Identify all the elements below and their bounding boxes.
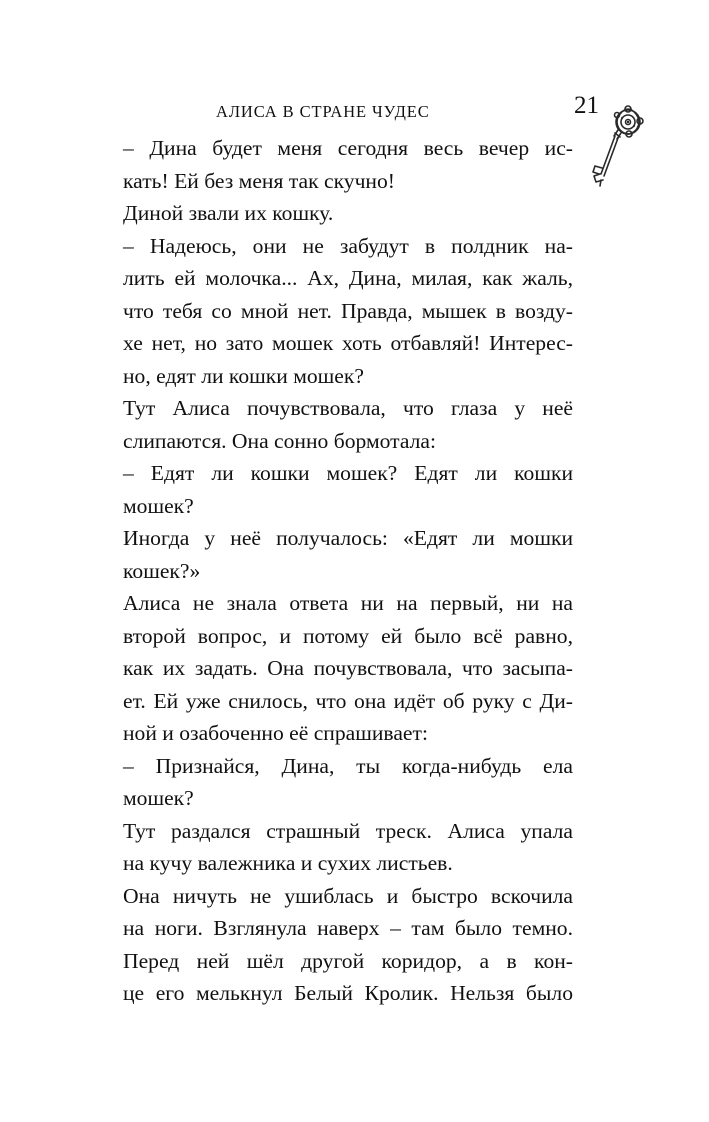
text-line: кошек?» bbox=[123, 558, 201, 583]
page-number: 21 bbox=[574, 92, 599, 119]
text-line: второй вопрос, и потому ей было всё равно, bbox=[123, 623, 573, 648]
running-title: АЛИСА В СТРАНЕ ЧУДЕС bbox=[216, 102, 430, 121]
text-line: Алиса не знала ответа ни на первый, ни на bbox=[123, 591, 573, 615]
text-line: что тебя со мной нет. Правда, мышек в возду- bbox=[123, 298, 573, 323]
text-line: це его мелькнул Белый Кролик. Нельзя было bbox=[123, 981, 573, 1005]
text-line: Диной звали их кошку. bbox=[123, 201, 334, 225]
text-line: Она ничуть не ушиблась и быстро вскочила bbox=[123, 883, 573, 908]
text-line: лить ей молочка... Ах, Дина, милая, как жаль, bbox=[123, 266, 573, 290]
text-line: мошек? bbox=[123, 493, 194, 518]
text-line: хе нет, но зато мошек хоть отбавляй! Интерес- bbox=[123, 331, 573, 355]
text-line: мошек? bbox=[123, 786, 194, 810]
text-line: – Признайся, Дина, ты когда-нибудь ела bbox=[123, 753, 573, 778]
text-line: слипаются. Она сонно бормотала: bbox=[123, 428, 437, 453]
body-text bbox=[123, 132, 573, 1010]
text-line: кать! Ей без меня так скучно! bbox=[123, 168, 395, 193]
text-line: – Едят ли кошки мошек? Едят ли кошки bbox=[123, 461, 573, 485]
text-line: ной и озабоченно её спрашивает: bbox=[123, 721, 428, 745]
text-line: но, едят ли кошки мошек? bbox=[123, 363, 364, 388]
text-line: Иногда у неё получалось: «Едят ли мошки bbox=[123, 526, 573, 550]
text-line: на ноги. Взглянула наверх – там было темно. bbox=[123, 916, 573, 940]
text-line: Тут раздался страшный треск. Алиса упала bbox=[123, 818, 573, 843]
key-icon bbox=[590, 100, 646, 192]
text-line: Тут Алиса почувствовала, что глаза у неё bbox=[123, 396, 573, 420]
text-line: ет. Ей уже снилось, что она идёт об руку с Ди- bbox=[123, 688, 573, 713]
text-line: Перед ней шёл другой коридор, а в кон- bbox=[123, 948, 573, 973]
text-line: как их задать. Она почувствовала, что засыпа- bbox=[123, 656, 573, 680]
text-line: – Надеюсь, они не забудут в полдник на- bbox=[123, 233, 573, 258]
text-line: – Дина будет меня сегодня весь вечер ис- bbox=[123, 136, 573, 160]
text-line: на кучу валежника и сухих листьев. bbox=[123, 851, 453, 875]
